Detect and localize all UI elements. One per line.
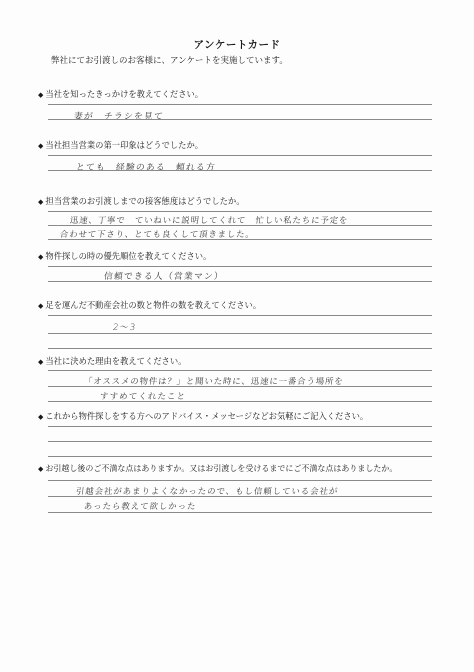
answer-3-line-1: 迅速、丁寧で ていねいに説明してくれて 忙しい私たちに予定を (69, 215, 349, 225)
diamond-icon: ◆ (38, 91, 44, 99)
intro-text: 弊社にてお引渡しのお客様に、アンケートを実施しています。 (51, 56, 288, 66)
page-title: アンケートカード (193, 39, 281, 51)
answer-rule (48, 496, 432, 497)
answer-rule (48, 266, 432, 267)
question-3-text: 担当営業のお引渡しまでの接客態度はどうでしたか。 (45, 196, 245, 206)
answer-4-line-1: 信頼できる人（営業マン） (103, 272, 225, 282)
question-8-text: お引越し後のご不満な点はありますか。又はお引渡しを受けるまでにご不満な点はありましたか。 (45, 464, 398, 473)
diamond-icon: ◆ (38, 465, 44, 473)
answer-rule (48, 386, 432, 387)
answer-rule (48, 333, 432, 334)
answer-rule (48, 104, 432, 105)
question-8 (38, 463, 397, 474)
diamond-icon: ◆ (38, 358, 44, 366)
answer-rule (48, 401, 432, 402)
answer-6-line-2: すすめてくれたこと (99, 391, 187, 401)
question-5 (38, 299, 261, 311)
answer-6-line-1: 「オススメの物件は？」と聞いた時に、迅速に一番合う場所を (83, 376, 345, 386)
answer-rule (48, 348, 432, 349)
diamond-icon: ◆ (38, 413, 44, 421)
question-3 (38, 195, 245, 207)
question-5-text: 足を運んだ不動産会社の数と物件の数を教えてください。 (45, 300, 262, 310)
answer-1-line-1: 妻が チラシを見て (73, 112, 165, 122)
question-7-text: これから物件探しをする方へのアドバイス・メッセージなどお気軽にご記入ください。 (45, 411, 369, 421)
answer-rule (48, 441, 432, 442)
answer-rule (48, 456, 432, 457)
diamond-icon: ◆ (38, 302, 44, 310)
answer-rule (48, 281, 432, 282)
answer-rule (48, 370, 432, 371)
answer-5-line-1: 2〜3 (112, 323, 137, 333)
diamond-icon: ◆ (38, 198, 44, 206)
question-2 (38, 139, 203, 151)
answer-rule (48, 315, 432, 316)
answer-rule (48, 155, 432, 156)
diamond-icon: ◆ (38, 253, 44, 261)
answer-rule (48, 239, 432, 240)
diamond-icon: ◆ (38, 142, 44, 150)
answer-2-line-1: とても 経験のある 頼れる方 (75, 163, 217, 173)
question-2-text: 当社担当営業の第一印象はどうでしたか。 (45, 140, 204, 150)
answer-rule (48, 119, 432, 120)
answer-8-line-1: 引越会社があまりよくなかったので、もし信頼している会社が (75, 486, 339, 496)
question-4-text: 物件探しの時の優先順位を教えてください。 (45, 251, 212, 261)
answer-8-line-2: あったら教えて欲しかった (83, 501, 197, 511)
answer-rule (48, 211, 432, 212)
answer-rule (48, 170, 432, 171)
question-6 (38, 355, 186, 367)
answer-rule (48, 512, 432, 513)
answer-rule (48, 225, 432, 226)
answer-3-line-2: 合わせて下さり、とても良くして頂きました。 (59, 229, 256, 239)
answer-rule (48, 426, 432, 427)
question-6-text: 当社に決めた理由を教えてください。 (45, 356, 187, 366)
question-1 (38, 88, 203, 100)
question-4 (38, 250, 211, 262)
answer-rule (48, 480, 432, 481)
question-1-text: 当社を知ったきっかけを教えてください。 (45, 89, 204, 99)
question-7 (38, 410, 368, 422)
